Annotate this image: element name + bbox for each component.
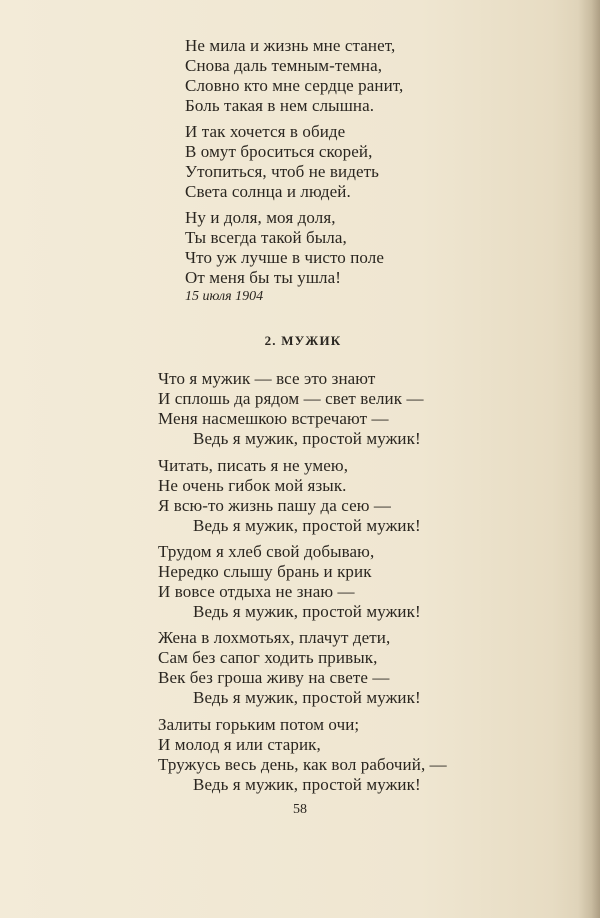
verse-line: Не очень гибок мой язык.: [158, 476, 347, 495]
verse-refrain: Ведь я мужик, простой мужик!: [193, 602, 421, 621]
poem-2-heading: 2. МУЖИК: [264, 333, 342, 348]
verse-line: Жена в лохмотьях, плачут дети,: [158, 628, 391, 647]
verse-line: Ты всегда такой была,: [185, 228, 347, 247]
page-number: 58: [293, 802, 307, 817]
verse-line: Читать, писать я не умею,: [158, 456, 349, 475]
verse-line: И так хочется в обиде: [185, 122, 346, 141]
verse-refrain: Ведь я мужик, простой мужик!: [193, 516, 421, 535]
verse-refrain: Ведь я мужик, простой мужик!: [193, 775, 421, 794]
verse-line: Нередко слышу брань и крик: [158, 562, 372, 581]
verse-line: И сплошь да рядом — свет велик —: [158, 389, 424, 408]
verse-line: Словно кто мне сердце ранит,: [185, 76, 404, 95]
verse-line: Света солнца и людей.: [185, 182, 351, 201]
verse-line: Меня насмешкою встречают —: [158, 409, 389, 428]
verse-line: И вовсе отдыха не знаю —: [158, 582, 355, 601]
verse-line: Боль такая в нем слышна.: [185, 96, 375, 115]
verse-line: И молод я или старик,: [158, 735, 321, 754]
verse-refrain: Ведь я мужик, простой мужик!: [193, 429, 421, 448]
verse-line: Ну и доля, моя доля,: [185, 208, 336, 227]
verse-line: От меня бы ты ушла!: [185, 268, 342, 287]
verse-line: Что уж лучше в чисто поле: [185, 248, 385, 267]
verse-line: Залиты горьким потом очи;: [158, 715, 360, 734]
verse-line: Я всю-то жизнь пашу да сею —: [158, 496, 392, 515]
verse-line: Сам без сапог ходить привык,: [158, 648, 378, 667]
page-spine-shadow: [578, 0, 600, 918]
verse-line: Утопиться, чтоб не видеть: [185, 162, 380, 181]
verse-line: Снова даль темным-темна,: [185, 56, 383, 75]
poem-date: 15 июля 1904: [185, 289, 264, 304]
verse-line: Что я мужик — все это знают: [158, 369, 376, 388]
verse-refrain: Ведь я мужик, простой мужик!: [193, 688, 421, 707]
verse-line: Не мила и жизнь мне станет,: [185, 36, 396, 55]
verse-line: Век без гроша живу на свете —: [158, 668, 390, 687]
verse-line: Тружусь весь день, как вол рабочий, —: [158, 755, 447, 774]
verse-line: В омут броситься скорей,: [185, 142, 373, 161]
verse-line: Трудом я хлеб свой добываю,: [158, 542, 375, 561]
